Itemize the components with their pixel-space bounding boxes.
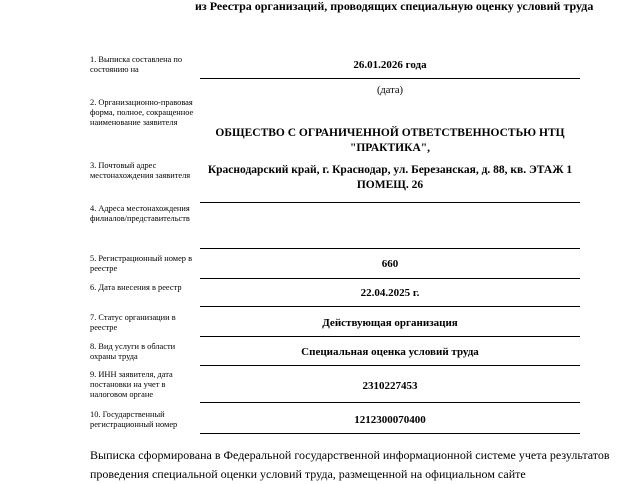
field-value-ogrn: 1212300070400 [354,414,426,426]
field-underline [200,78,580,79]
field-underline [200,248,580,249]
field-label-org-name: 2. Организационно-правовая форма, полное, сокращенное наименование заявителя [90,98,194,127]
field-value-org-status: Действующая организация [322,317,458,329]
field-label-service-type: 8. Вид услуги в области охраны труда [90,342,176,361]
field-value-registry-date: 22.04.2025 г. [360,287,420,299]
field-label-branch-addresses: 4. Адреса местонахождения филиалов/представительств [90,204,190,223]
field-label-ogrn: 10. Государственный регистрационный номер [90,410,178,429]
field-value-postal-address: Краснодарский край, г. Краснодар, ул. Березанская, д. 88, кв. ЭТАЖ 1 ПОМЕЩ. 26 [207,164,573,191]
field-value-org-name: ОБЩЕСТВО С ОГРАНИЧЕННОЙ ОТВЕТСТВЕННОСТЬЮ НТЦ "ПРАКТИКА", [215,127,565,154]
date-caption: (дата) [376,85,404,96]
document-heading: из Реестра организаций, проводящих специальную оценку условий труда [195,0,594,13]
field-value-inn: 2310227453 [362,380,418,392]
field-label-org-status: 7. Статус организации в реестре [90,313,176,332]
field-underline [200,433,580,434]
field-label-registry-date: 6. Дата внесения в реестр [90,283,182,292]
field-value-service-type: Специальная оценка условий труда [301,346,479,358]
field-underline [200,336,580,337]
footer-note: Выписка сформирована в Федеральной государственной информационной системе учета результатов проведения специальной оценки условий труда, размещенной на официальном сайте [90,448,610,481]
field-underline [200,306,580,307]
field-underline [200,365,580,366]
field-underline [200,202,580,203]
field-label-statement-date: 1. Выписка составлена по состоянию на [90,55,183,74]
field-value-statement-date: 26.01.2026 года [353,59,427,71]
field-value-registry-number: 660 [381,258,399,270]
field-label-inn: 9. ИНН заявителя, дата постановки на учет в налоговом органе [90,370,173,399]
field-label-postal-address: 3. Почтовый адрес местонахождения заявителя [90,161,191,180]
field-underline [200,278,580,279]
field-underline [200,402,580,403]
field-label-registry-number: 5. Регистрационный номер в реестре [90,254,193,273]
